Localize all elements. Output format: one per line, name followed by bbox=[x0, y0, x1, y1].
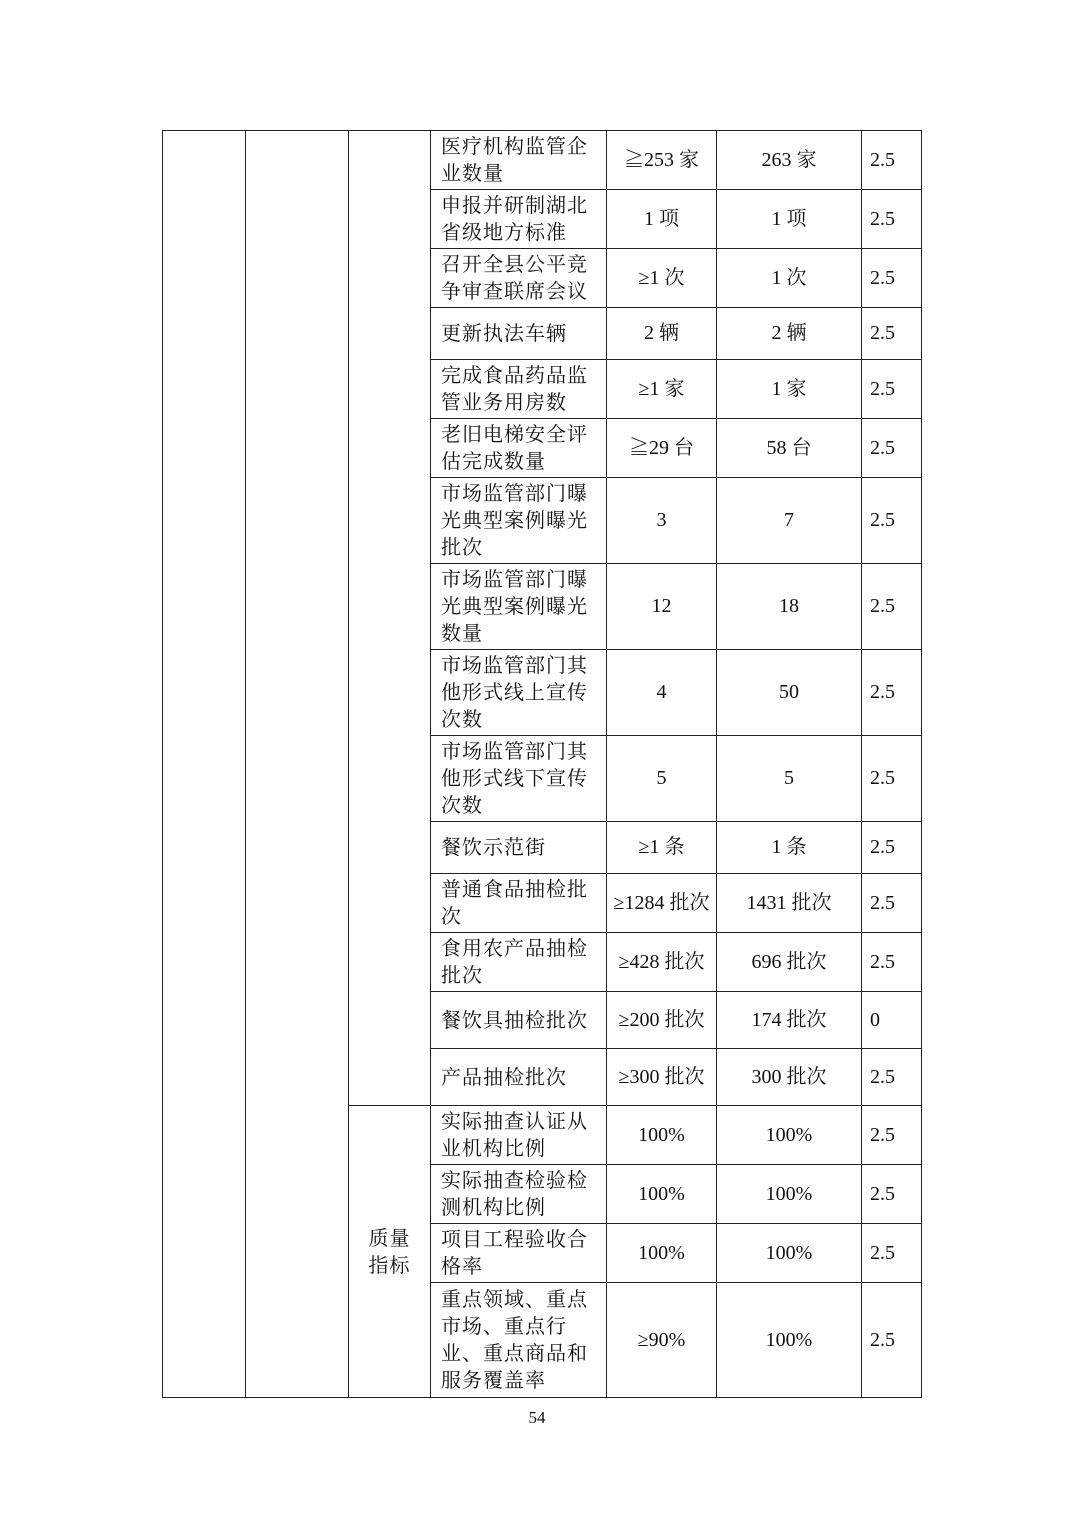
indicator-name-cell bbox=[431, 736, 607, 822]
target-value: ≥1 条 bbox=[638, 836, 685, 858]
actual-value-cell bbox=[717, 933, 862, 992]
actual-value: 5 bbox=[784, 767, 794, 789]
target-value-cell bbox=[607, 419, 717, 478]
score-value: 2.5 bbox=[870, 377, 895, 400]
actual-value-cell bbox=[717, 249, 862, 308]
score-value-cell bbox=[862, 874, 922, 933]
indicator-name: 申报并研制湖北省级地方标准 bbox=[441, 193, 588, 244]
actual-value: 18 bbox=[779, 595, 799, 617]
indicator-name: 普通食品抽检批次 bbox=[441, 877, 588, 928]
score-value-cell bbox=[862, 933, 922, 992]
indicator-name-cell bbox=[431, 1165, 607, 1224]
indicator-name-cell bbox=[431, 1049, 607, 1106]
target-value: 12 bbox=[651, 595, 672, 617]
target-value: ≥90% bbox=[637, 1328, 686, 1351]
target-value: 1 项 bbox=[644, 207, 679, 230]
target-value-cell bbox=[607, 360, 717, 419]
score-value: 2.5 bbox=[870, 681, 895, 703]
indicator-name: 实际抽查认证从业机构比例 bbox=[441, 1109, 588, 1160]
category-cell-quantity bbox=[349, 131, 431, 1106]
score-value: 2.5 bbox=[870, 322, 895, 344]
indicator-name-cell bbox=[431, 822, 607, 874]
actual-value: 50 bbox=[779, 681, 799, 703]
indicator-name: 市场监管部门其他形式线下宣传次数 bbox=[441, 739, 588, 817]
target-value: ≥300 批次 bbox=[618, 1065, 705, 1088]
indicator-name: 重点领域、重点市场、重点行业、重点商品和服务覆盖率 bbox=[441, 1287, 588, 1392]
target-value: ≥1 次 bbox=[638, 266, 685, 289]
target-value: 100% bbox=[638, 1182, 685, 1205]
score-value: 0 bbox=[870, 1008, 880, 1031]
score-value: 2.5 bbox=[870, 891, 895, 914]
actual-value: 100% bbox=[765, 1182, 813, 1205]
target-value: ≧29 台 bbox=[629, 436, 694, 459]
target-value-cell bbox=[607, 650, 717, 736]
indicator-name-cell bbox=[431, 1224, 607, 1283]
actual-value: 58 台 bbox=[766, 436, 812, 459]
actual-value-cell bbox=[717, 736, 862, 822]
score-value: 2.5 bbox=[870, 1065, 895, 1088]
target-value: 5 bbox=[656, 767, 667, 789]
target-value-cell bbox=[607, 1165, 717, 1224]
indicator-name-cell bbox=[431, 992, 607, 1049]
score-value: 2.5 bbox=[870, 767, 895, 789]
actual-value-cell bbox=[717, 1165, 862, 1224]
target-value-cell bbox=[607, 190, 717, 249]
score-value-cell bbox=[862, 360, 922, 419]
score-value: 2.5 bbox=[870, 266, 895, 289]
score-value-cell bbox=[862, 249, 922, 308]
actual-value-cell bbox=[717, 1283, 862, 1398]
indicator-name-cell bbox=[431, 933, 607, 992]
actual-value: 1 项 bbox=[771, 207, 807, 230]
actual-value: 263 家 bbox=[761, 148, 817, 171]
indicator-name-cell bbox=[431, 874, 607, 933]
actual-value-cell bbox=[717, 478, 862, 564]
actual-value-cell bbox=[717, 360, 862, 419]
table-row bbox=[163, 131, 922, 190]
indicator-name: 餐饮具抽检批次 bbox=[441, 1007, 588, 1032]
indicator-name-cell bbox=[431, 478, 607, 564]
indicator-name-cell bbox=[431, 650, 607, 736]
score-value-cell bbox=[862, 1224, 922, 1283]
score-value-cell bbox=[862, 308, 922, 360]
target-value-cell bbox=[607, 822, 717, 874]
indicator-name: 项目工程验收合格率 bbox=[441, 1227, 588, 1278]
actual-value-cell bbox=[717, 190, 862, 249]
score-value-cell bbox=[862, 131, 922, 190]
target-value-cell bbox=[607, 933, 717, 992]
empty-merged-cell bbox=[246, 131, 349, 1398]
target-value-cell bbox=[607, 874, 717, 933]
actual-value: 174 批次 bbox=[751, 1008, 827, 1031]
category-cell-quality bbox=[349, 1106, 431, 1398]
actual-value: 1 条 bbox=[771, 836, 807, 858]
indicator-name: 医疗机构监管企业数量 bbox=[441, 134, 588, 185]
score-value: 2.5 bbox=[870, 148, 895, 171]
indicator-name-cell bbox=[431, 131, 607, 190]
score-value: 2.5 bbox=[870, 1328, 895, 1351]
score-value: 2.5 bbox=[870, 1241, 895, 1264]
target-value: ≥200 批次 bbox=[618, 1008, 705, 1031]
target-value-cell bbox=[607, 1283, 717, 1398]
category-label: 质量 指标 bbox=[368, 1225, 411, 1277]
actual-value-cell bbox=[717, 308, 862, 360]
score-value: 2.5 bbox=[870, 1182, 895, 1205]
indicator-name: 食用农产品抽检批次 bbox=[441, 936, 588, 987]
actual-value-cell bbox=[717, 650, 862, 736]
indicator-name: 餐饮示范街 bbox=[441, 835, 546, 859]
score-value-cell bbox=[862, 1283, 922, 1398]
target-value-cell bbox=[607, 736, 717, 822]
actual-value-cell bbox=[717, 564, 862, 650]
indicator-name-cell bbox=[431, 360, 607, 419]
actual-value: 1 家 bbox=[771, 377, 807, 400]
actual-value: 100% bbox=[765, 1241, 813, 1264]
indicator-name-cell bbox=[431, 308, 607, 360]
target-value: ≥1284 批次 bbox=[613, 891, 710, 914]
indicator-name: 产品抽检批次 bbox=[441, 1064, 567, 1089]
actual-value-cell bbox=[717, 822, 862, 874]
score-value-cell bbox=[862, 1106, 922, 1165]
indicator-name: 市场监管部门曝光典型案例曝光批次 bbox=[441, 481, 588, 559]
target-value: ≥428 批次 bbox=[618, 950, 705, 973]
target-value-cell bbox=[607, 992, 717, 1049]
actual-value-cell bbox=[717, 992, 862, 1049]
target-value-cell bbox=[607, 1106, 717, 1165]
score-value-cell bbox=[862, 564, 922, 650]
target-value: 2 辆 bbox=[644, 322, 679, 344]
indicator-name-cell bbox=[431, 249, 607, 308]
indicator-name-cell bbox=[431, 564, 607, 650]
indicator-name-cell bbox=[431, 1106, 607, 1165]
indicator-name-cell bbox=[431, 1283, 607, 1398]
actual-value-cell bbox=[717, 131, 862, 190]
indicator-name: 老旧电梯安全评估完成数量 bbox=[441, 422, 588, 473]
actual-value: 100% bbox=[765, 1328, 813, 1351]
target-value-cell bbox=[607, 478, 717, 564]
score-value: 2.5 bbox=[870, 595, 895, 617]
score-value: 2.5 bbox=[870, 436, 895, 459]
indicator-name: 市场监管部门其他形式线上宣传次数 bbox=[441, 653, 588, 731]
actual-value-cell bbox=[717, 1106, 862, 1165]
target-value: 100% bbox=[638, 1241, 685, 1264]
indicator-name-cell bbox=[431, 419, 607, 478]
actual-value: 2 辆 bbox=[771, 322, 807, 344]
score-value-cell bbox=[862, 419, 922, 478]
score-value-cell bbox=[862, 650, 922, 736]
indicator-name: 完成食品药品监管业务用房数 bbox=[441, 363, 588, 414]
actual-value-cell bbox=[717, 1224, 862, 1283]
indicator-name: 更新执法车辆 bbox=[441, 321, 567, 345]
actual-value: 100% bbox=[765, 1123, 813, 1146]
actual-value: 1 次 bbox=[771, 266, 807, 289]
score-value-cell bbox=[862, 190, 922, 249]
empty-merged-cell bbox=[163, 131, 246, 1398]
target-value-cell bbox=[607, 131, 717, 190]
target-value: 100% bbox=[638, 1123, 685, 1146]
actual-value: 696 批次 bbox=[751, 950, 827, 973]
actual-value-cell bbox=[717, 1049, 862, 1106]
target-value-cell bbox=[607, 564, 717, 650]
target-value: 3 bbox=[656, 509, 667, 531]
score-value: 2.5 bbox=[870, 836, 895, 858]
score-value-cell bbox=[862, 1165, 922, 1224]
score-value-cell bbox=[862, 1049, 922, 1106]
target-value-cell bbox=[607, 308, 717, 360]
score-value-cell bbox=[862, 478, 922, 564]
actual-value: 7 bbox=[784, 509, 794, 531]
score-value: 2.5 bbox=[870, 1123, 895, 1146]
indicator-name-cell bbox=[431, 190, 607, 249]
indicator-name: 召开全县公平竞争审查联席会议 bbox=[441, 252, 588, 303]
page-number: 54 bbox=[528, 1408, 546, 1427]
target-value-cell bbox=[607, 1049, 717, 1106]
score-value-cell bbox=[862, 736, 922, 822]
actual-value: 1431 批次 bbox=[746, 891, 832, 914]
target-value: ≥1 家 bbox=[638, 377, 685, 400]
indicator-name: 实际抽查检验检测机构比例 bbox=[441, 1168, 588, 1219]
target-value-cell bbox=[607, 1224, 717, 1283]
score-value-cell bbox=[862, 822, 922, 874]
actual-value-cell bbox=[717, 419, 862, 478]
score-value: 2.5 bbox=[870, 207, 895, 230]
score-value-cell bbox=[862, 992, 922, 1049]
actual-value: 300 批次 bbox=[751, 1065, 827, 1088]
target-value: ≧253 家 bbox=[624, 148, 699, 171]
score-value: 2.5 bbox=[870, 509, 895, 531]
target-value: 4 bbox=[656, 681, 667, 703]
target-value-cell bbox=[607, 249, 717, 308]
actual-value-cell bbox=[717, 874, 862, 933]
score-value: 2.5 bbox=[870, 950, 895, 973]
indicator-table bbox=[162, 130, 922, 1398]
indicator-name: 市场监管部门曝光典型案例曝光数量 bbox=[441, 567, 588, 645]
